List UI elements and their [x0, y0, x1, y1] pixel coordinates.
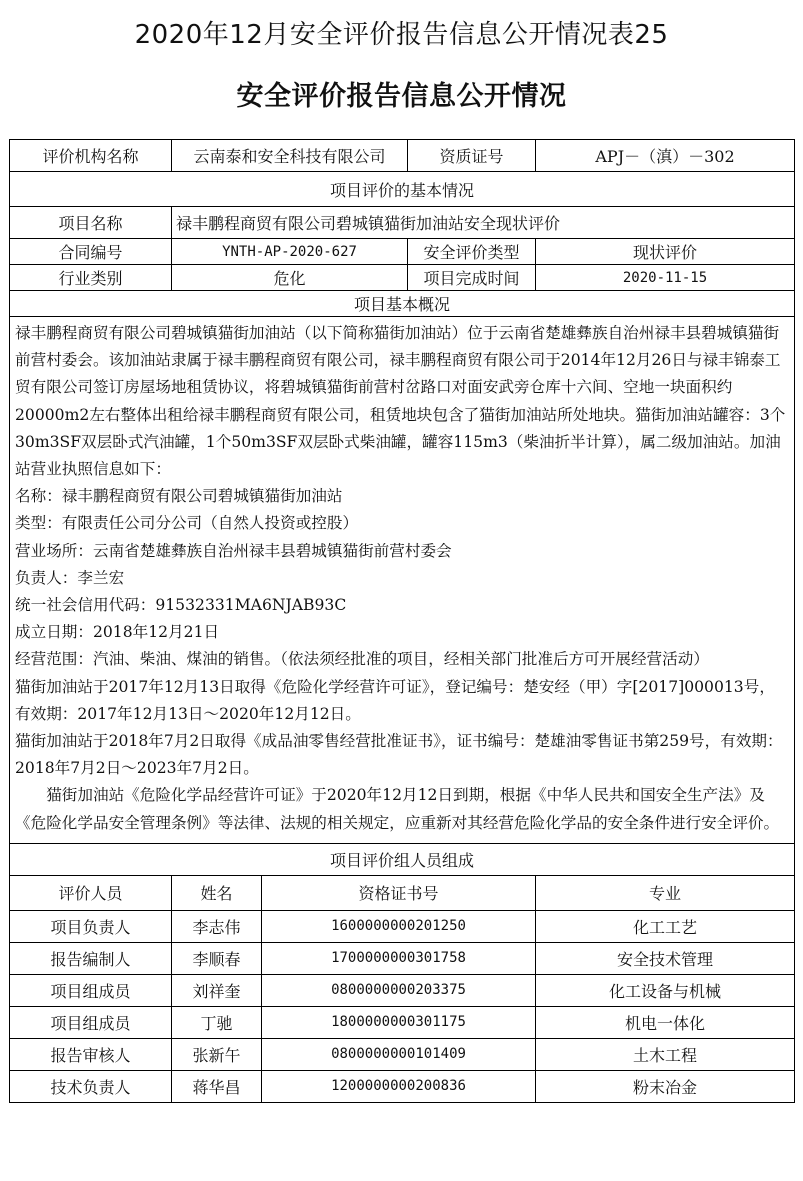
team-header-cert: 资格证书号 — [262, 875, 536, 910]
overview-paragraph: 统一社会信用代码：91532331MA6NJAB93C — [15, 596, 347, 615]
team-header-major: 专业 — [536, 875, 795, 910]
overview-row — [10, 317, 795, 844]
member-role: 报告编制人 — [10, 942, 172, 974]
org-label: 评价机构名称 — [10, 140, 172, 172]
industry-label: 行业类别 — [10, 265, 172, 291]
eval-type-value: 现状评价 — [536, 239, 795, 265]
project-name-label: 项目名称 — [10, 207, 172, 239]
member-name: 李志伟 — [172, 910, 262, 942]
basic-section-heading: 项目评价的基本情况 — [10, 172, 795, 207]
table-row — [10, 1038, 795, 1070]
project-name-row — [10, 207, 795, 239]
member-role: 项目负责人 — [10, 910, 172, 942]
member-major: 粉末冶金 — [536, 1070, 795, 1102]
table-row — [10, 974, 795, 1006]
team-header-name: 姓名 — [172, 875, 262, 910]
contract-label: 合同编号 — [10, 239, 172, 265]
member-major: 土木工程 — [536, 1038, 795, 1070]
cert-label: 资质证号 — [408, 140, 536, 172]
member-major: 化工设备与机械 — [536, 974, 795, 1006]
overview-text — [10, 317, 795, 844]
team-header-role: 评价人员 — [10, 875, 172, 910]
member-name: 刘祥奎 — [172, 974, 262, 1006]
overview-paragraph: 营业场所：云南省楚雄彝族自治州禄丰县碧城镇猫街前营村委会 — [15, 541, 452, 560]
overview-paragraph: 猫街加油站于2018年7月2日取得《成品油零售经营批准证书》，证书编号：楚雄油零售证书第259号，有效期：2018年7月2日～2023年7月2日。 — [15, 732, 783, 778]
eval-type-label: 安全评价类型 — [408, 239, 536, 265]
overview-section-row — [10, 291, 795, 317]
finish-label: 项目完成时间 — [408, 265, 536, 291]
overview-paragraph: 经营范围：汽油、柴油、煤油的销售。（依法须经批准的项目，经相关部门批准后方可开展经营活动） — [15, 650, 709, 669]
industry-value: 危化 — [172, 265, 408, 291]
cert-value: APJ－（滇）－302 — [536, 140, 795, 172]
overview-paragraph: 名称：禄丰鹏程商贸有限公司碧城镇猫街加油站 — [15, 487, 343, 506]
industry-row — [10, 265, 795, 291]
member-name: 蒋华昌 — [172, 1070, 262, 1102]
overview-paragraph: 负责人：李兰宏 — [15, 568, 125, 587]
member-cert: 1700000000301758 — [262, 942, 536, 974]
table-row — [10, 910, 795, 942]
overview-section-heading: 项目基本概况 — [10, 291, 795, 317]
member-major: 安全技术管理 — [536, 942, 795, 974]
contract-row — [10, 239, 795, 265]
member-role: 项目组成员 — [10, 1006, 172, 1038]
document-title: 2020年12月安全评价报告信息公开情况表25 — [134, 20, 669, 50]
member-role: 项目组成员 — [10, 974, 172, 1006]
table-row — [10, 1070, 795, 1102]
basic-section-row — [10, 172, 795, 207]
project-name-value: 禄丰鹏程商贸有限公司碧城镇猫街加油站安全现状评价 — [172, 207, 795, 239]
overview-paragraph: 猫街加油站于2017年12月13日取得《危险化学经营许可证》，登记编号：楚安经（甲）字[2017]000013号，有效期：2017年12月13日～2020年12月12日。 — [15, 677, 775, 723]
member-major: 化工工艺 — [536, 910, 795, 942]
overview-paragraph: 成立日期：2018年12月21日 — [15, 623, 220, 642]
team-section-row — [10, 843, 795, 875]
member-name: 丁驰 — [172, 1006, 262, 1038]
table-row — [10, 942, 795, 974]
org-row — [10, 140, 795, 172]
member-cert: 0800000000101409 — [262, 1038, 536, 1070]
document-subtitle: 安全评价报告信息公开情况 — [236, 81, 567, 112]
org-value: 云南泰和安全科技有限公司 — [172, 140, 408, 172]
contract-value: YNTH-AP-2020-627 — [172, 239, 408, 265]
overview-paragraph: 类型：有限责任公司分公司（自然人投资或控股） — [15, 514, 359, 533]
member-cert: 0800000000203375 — [262, 974, 536, 1006]
team-section-heading: 项目评价组人员组成 — [10, 843, 795, 875]
member-role: 报告审核人 — [10, 1038, 172, 1070]
member-name: 张新午 — [172, 1038, 262, 1070]
table-row — [10, 1006, 795, 1038]
member-role: 技术负责人 — [10, 1070, 172, 1102]
overview-paragraph: 猫街加油站《危险化学品经营许可证》于2020年12月12日到期，根据《中华人民共和国安全生产法》及《危险化学品安全管理条例》等法律、法规的相关规定，应重新对其经营危险化学品的安全条件进行安全评价。 — [15, 786, 780, 832]
disclosure-table — [9, 139, 795, 1103]
member-major: 机电一体化 — [536, 1006, 795, 1038]
member-cert: 1800000000301175 — [262, 1006, 536, 1038]
member-cert: 1200000000200836 — [262, 1070, 536, 1102]
finish-value: 2020-11-15 — [536, 265, 795, 291]
team-header-row — [10, 875, 795, 910]
member-cert: 1600000000201250 — [262, 910, 536, 942]
overview-paragraph: 禄丰鹏程商贸有限公司碧城镇猫街加油站（以下简称猫街加油站）位于云南省楚雄彝族自治州禄丰县碧城镇猫街前营村委会。该加油站隶属于禄丰鹏程商贸有限公司，禄丰鹏程商贸有限公司于2014年12月26日与禄丰锦泰工贸有限公司签订房屋场地租赁协议，将碧城镇猫街前营村岔路口对面安武旁仓库十六间、空地一块面积约20000m2左右整体出租给禄丰鹏程商贸有限公司，租赁地块包含了猫街加油站所处地块。猫街加油站罐容：3个30m3SF双层卧式汽油罐，1个50m3SF双层卧式柴油罐，罐容115m3（柴油折半计算），属二级加油站。加油站营业执照信息如下： — [15, 324, 786, 479]
member-name: 李顺春 — [172, 942, 262, 974]
